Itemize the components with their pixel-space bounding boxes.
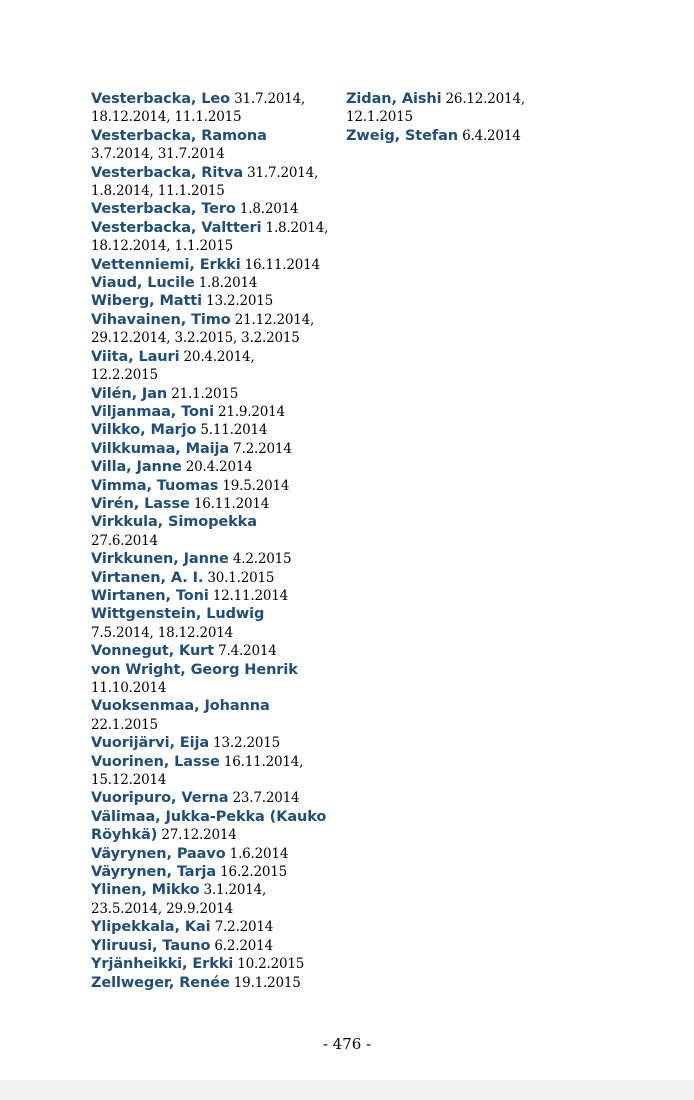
entry-dates: 11.10.2014 xyxy=(91,680,167,696)
entry-dates: 21.1.2015 xyxy=(167,385,239,402)
entry-dates: 5.11.2014 xyxy=(196,422,268,439)
index-entry-line xyxy=(91,182,341,200)
index-entry xyxy=(91,661,341,698)
entry-dates: 29.12.2014, 3.2.2015, 3.2.2015 xyxy=(91,330,300,347)
index-entry-line xyxy=(91,808,341,826)
index-entry xyxy=(91,385,341,403)
entry-dates: 13.2.2015 xyxy=(202,293,274,310)
index-entry xyxy=(91,513,341,550)
entry-name: Virén, Lasse xyxy=(91,495,190,512)
entry-name: Viaud, Lucile xyxy=(91,275,195,292)
index-entry xyxy=(346,90,596,127)
entry-dates: 23.7.2014 xyxy=(228,790,300,807)
index-entry-line xyxy=(91,550,341,568)
entry-name: Wirtanen, Toni xyxy=(91,587,209,604)
index-entry-line xyxy=(91,753,341,771)
index-entry-line xyxy=(91,495,341,513)
index-entry-line xyxy=(91,532,341,550)
entry-name: Vesterbacka, Leo xyxy=(91,91,230,107)
index-entry-line xyxy=(91,440,341,458)
entry-name: Zidan, Aishi xyxy=(346,91,442,107)
entry-dates: 12.11.2014 xyxy=(208,587,289,604)
index-entry-line xyxy=(91,900,341,918)
index-entry-line xyxy=(346,127,596,145)
index-entry-line xyxy=(91,311,341,329)
entry-dates: 16.11.2014, xyxy=(219,753,304,770)
entry-dates: 7.5.2014, 18.12.2014 xyxy=(91,624,233,641)
index-entry-line xyxy=(91,164,341,182)
index-entry xyxy=(91,845,341,863)
entry-name: Zellweger, Renée xyxy=(91,974,230,991)
index-entry-line xyxy=(91,697,341,715)
entry-dates: 1.8.2014 xyxy=(194,275,258,292)
index-entry-line xyxy=(91,826,341,844)
index-entry-line xyxy=(91,974,341,992)
index-entry-line xyxy=(91,863,341,881)
entry-dates: 21.9.2014 xyxy=(213,403,285,420)
entry-dates: 30.1.2015 xyxy=(203,569,275,586)
entry-name: Vettenniemi, Erkki xyxy=(91,256,241,273)
index-entry-line xyxy=(346,90,596,108)
entry-name: Vuorinen, Lasse xyxy=(91,753,220,770)
entry-name: Vesterbacka, Tero xyxy=(91,201,236,218)
entry-name: Välimaa, Jukka-Pekka (Kauko xyxy=(91,808,327,825)
page-number: - 476 - xyxy=(322,1035,372,1053)
index-entry-line xyxy=(91,385,341,403)
entry-dates: 6.4.2014 xyxy=(457,127,521,144)
entry-name: Viita, Lauri xyxy=(91,348,180,365)
entry-dates: 10.2.2015 xyxy=(233,956,305,973)
entry-dates: 26.12.2014, xyxy=(441,91,525,107)
index-entry-line xyxy=(91,237,341,255)
index-entry xyxy=(91,789,341,807)
entry-name: Vihavainen, Timo xyxy=(91,311,231,328)
entry-dates: 1.8.2014, xyxy=(261,219,329,236)
index-entry-line xyxy=(346,108,596,126)
index-entry xyxy=(91,569,341,587)
entry-dates: 27.12.2014 xyxy=(157,827,237,844)
entry-name: Virkkunen, Janne xyxy=(91,551,229,568)
index-entry-line xyxy=(91,587,341,605)
entry-name: von Wright, Georg Henrik xyxy=(91,661,298,678)
entry-dates: 13.2.2015 xyxy=(209,735,281,752)
entry-dates: 31.7.2014, xyxy=(243,164,319,181)
entry-name: Virkkula, Simopekka xyxy=(91,514,257,531)
index-entry xyxy=(91,605,341,642)
entry-dates: 27.6.2014 xyxy=(91,532,158,549)
index-entry xyxy=(91,697,341,734)
entry-dates: 1.8.2014, 11.1.2015 xyxy=(91,183,225,200)
entry-dates: 21.12.2014, xyxy=(230,311,315,328)
index-entry xyxy=(91,955,341,973)
index-entry xyxy=(91,440,341,458)
entry-dates: 3.1.2014, xyxy=(199,882,267,899)
index-entry-line xyxy=(91,219,341,237)
index-entry-line xyxy=(91,403,341,421)
index-entry-line xyxy=(91,477,341,495)
entry-dates: 16.2.2015 xyxy=(216,864,288,881)
index-entry xyxy=(91,127,341,164)
index-entry-line xyxy=(91,200,341,218)
index-entry-line xyxy=(91,789,341,807)
entry-dates: 18.12.2014, 1.1.2015 xyxy=(91,238,233,255)
index-entry xyxy=(91,403,341,421)
entry-dates: 7.2.2014 xyxy=(229,440,292,457)
entry-dates: 1.6.2014 xyxy=(225,845,289,862)
index-entry xyxy=(91,311,341,348)
index-entry-line xyxy=(91,734,341,752)
index-entry-line xyxy=(91,274,341,292)
entry-dates: 20.4.2014, xyxy=(179,348,255,365)
entry-name: Vuorijärvi, Eija xyxy=(91,735,210,752)
index-entry xyxy=(91,200,341,218)
index-entry-line xyxy=(91,127,341,145)
entry-dates: 18.12.2014, 11.1.2015 xyxy=(91,109,242,126)
entry-dates: 7.4.2014 xyxy=(214,643,277,660)
entry-name: Yrjänheikki, Erkki xyxy=(91,956,234,973)
index-entry-line xyxy=(91,661,341,679)
index-entry-line xyxy=(91,955,341,973)
entry-name: Väyrynen, Paavo xyxy=(91,845,226,862)
entry-dates: 6.2.2014 xyxy=(210,937,273,954)
index-entry xyxy=(91,274,341,292)
entry-name: Virtanen, A. I. xyxy=(91,569,204,586)
index-entry xyxy=(91,734,341,752)
index-entry-line xyxy=(91,845,341,863)
index-entry-line xyxy=(91,624,341,642)
index-entry-line xyxy=(91,90,341,108)
index-entry-line xyxy=(91,348,341,366)
entry-name: Yliruusi, Tauno xyxy=(91,937,211,954)
index-entry xyxy=(91,881,341,918)
entry-name: Vuoripuro, Verna xyxy=(91,790,229,807)
entry-name: Zweig, Stefan xyxy=(346,127,458,144)
entry-dates: 12.1.2015 xyxy=(346,109,413,126)
index-entry xyxy=(91,937,341,955)
index-entry-line xyxy=(91,366,341,384)
index-entry-line xyxy=(91,771,341,789)
index-entry-line xyxy=(91,881,341,899)
entry-dates: 22.1.2015 xyxy=(91,716,158,733)
index-entry-line xyxy=(91,918,341,936)
index-entry xyxy=(91,808,341,845)
entry-name: Villa, Janne xyxy=(91,459,182,476)
entry-name: Wiberg, Matti xyxy=(91,293,203,310)
index-entry xyxy=(91,550,341,568)
entry-name: Vesterbacka, Ramona xyxy=(91,127,267,144)
index-entry-line xyxy=(91,642,341,660)
entry-dates: 19.1.2015 xyxy=(229,974,301,991)
index-column-right xyxy=(346,90,596,145)
entry-name: Vesterbacka, Ritva xyxy=(91,164,244,181)
index-entry xyxy=(91,458,341,476)
index-entry-line xyxy=(91,569,341,587)
entry-dates: 3.7.2014, 31.7.2014 xyxy=(91,146,225,163)
entry-dates: 15.12.2014 xyxy=(91,772,167,789)
index-entry xyxy=(91,974,341,992)
entry-dates: 16.11.2014 xyxy=(240,256,320,273)
index-entry xyxy=(91,495,341,513)
index-entry-line xyxy=(91,329,341,347)
entry-dates: 1.8.2014 xyxy=(235,201,299,218)
entry-dates: 23.5.2014, 29.9.2014 xyxy=(91,900,233,917)
entry-dates: 4.2.2015 xyxy=(228,551,292,568)
entry-name: Ylipekkala, Kai xyxy=(91,919,211,936)
entry-dates: 7.2.2014 xyxy=(210,919,274,936)
entry-name: Wittgenstein, Ludwig xyxy=(91,606,265,623)
entry-name: Ylinen, Mikko xyxy=(91,882,200,899)
index-entry xyxy=(346,127,596,145)
index-entry xyxy=(91,477,341,495)
entry-name: Vilkko, Marjo xyxy=(91,422,197,439)
entry-name: Vesterbacka, Valtteri xyxy=(91,219,262,236)
index-entry xyxy=(91,90,341,127)
index-entry xyxy=(91,863,341,881)
index-entry-line xyxy=(91,679,341,697)
index-entry-line xyxy=(91,256,341,274)
entry-name: Vilkkumaa, Maija xyxy=(91,440,230,457)
index-entry xyxy=(91,164,341,201)
index-entry-line xyxy=(91,292,341,310)
index-entry-line xyxy=(91,513,341,531)
index-entry-line xyxy=(91,716,341,734)
index-entry-line xyxy=(91,937,341,955)
index-column-left xyxy=(91,90,341,992)
index-entry-line xyxy=(91,421,341,439)
entry-name: Väyrynen, Tarja xyxy=(91,864,217,881)
entry-name: Vimma, Tuomas xyxy=(91,477,219,494)
entry-dates: 31.7.2014, xyxy=(230,91,306,107)
entry-dates: 19.5.2014 xyxy=(218,477,290,494)
index-entry xyxy=(91,348,341,385)
index-entry xyxy=(91,219,341,256)
index-entry xyxy=(91,421,341,439)
entry-dates: 20.4.2014 xyxy=(181,459,253,476)
index-entry-line xyxy=(91,605,341,623)
index-entry-line xyxy=(91,458,341,476)
index-entry-line xyxy=(91,145,341,163)
entry-name: Röyhkä) xyxy=(91,827,158,844)
entry-name: Vilén, Jan xyxy=(91,385,168,402)
index-entry xyxy=(91,256,341,274)
index-entry xyxy=(91,753,341,790)
entry-dates: 12.2.2015 xyxy=(91,367,158,384)
index-entry xyxy=(91,292,341,310)
entry-dates: 16.11.2014 xyxy=(189,495,270,512)
entry-name: Vuoksenmaa, Johanna xyxy=(91,698,270,715)
index-entry xyxy=(91,918,341,936)
entry-name: Viljanmaa, Toni xyxy=(91,403,214,420)
entry-name: Vonnegut, Kurt xyxy=(91,643,215,660)
index-entry xyxy=(91,587,341,605)
index-entry xyxy=(91,642,341,660)
index-entry-line xyxy=(91,108,341,126)
